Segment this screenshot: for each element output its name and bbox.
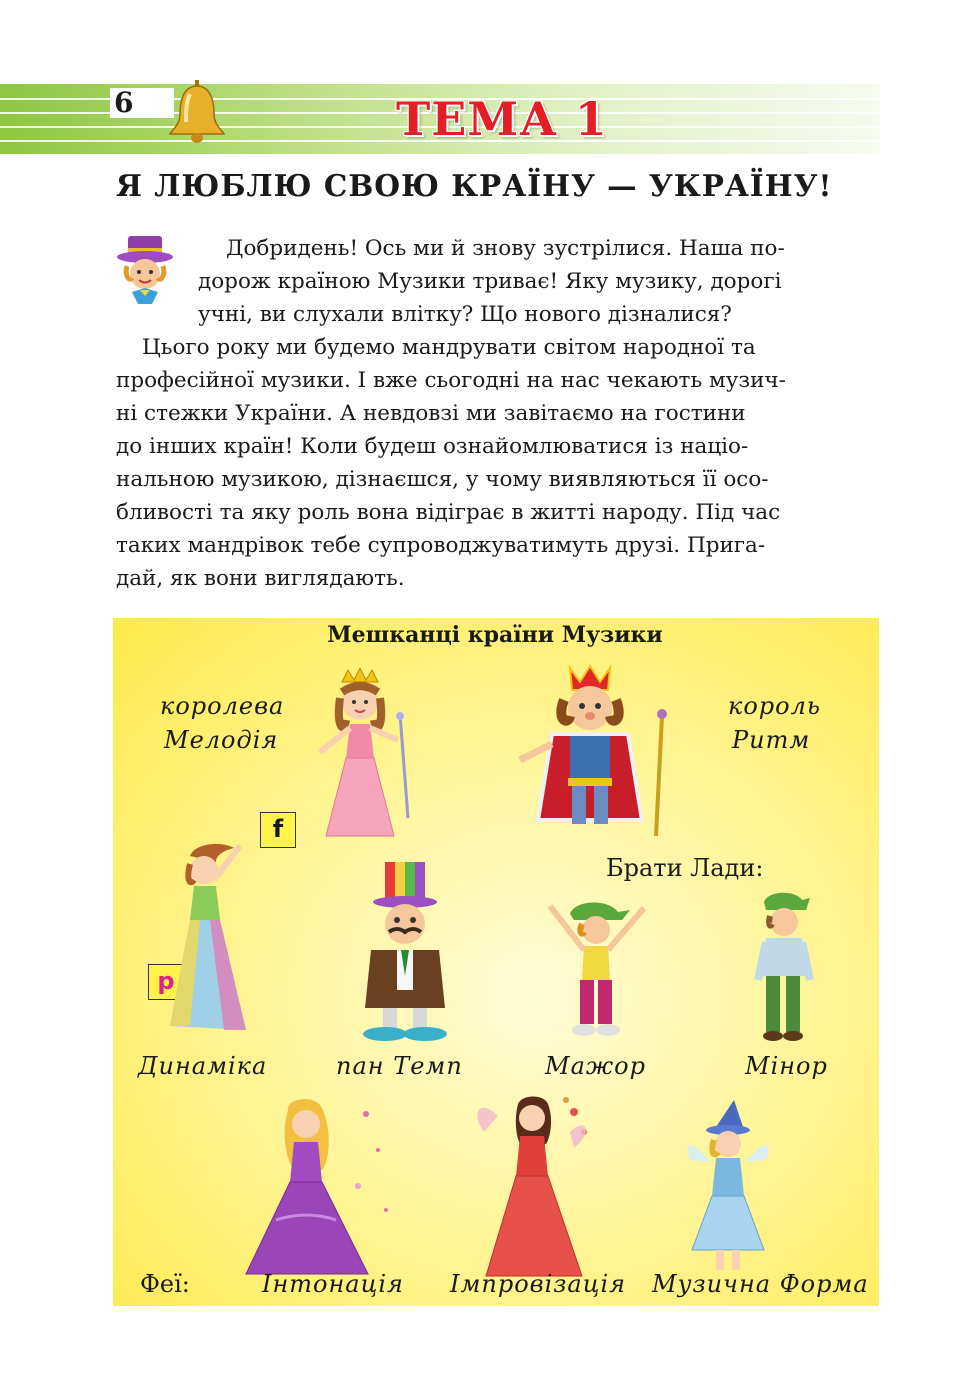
fairies-label: Феї: xyxy=(140,1270,190,1298)
intonation-caption: Інтонація xyxy=(262,1270,404,1298)
improvisation-fairy-figure xyxy=(470,1092,600,1282)
intro-line: дорож країною Музики триває! Яку музику, дорогі xyxy=(198,269,782,294)
queen-melody-figure xyxy=(300,668,420,848)
major-figure xyxy=(534,896,654,1046)
king-caption-line1: король xyxy=(728,692,821,720)
king-rhythm-figure xyxy=(512,660,682,840)
lesson-heading: Я ЛЮБЛЮ СВОЮ КРАЇНУ — УКРАЇНУ! xyxy=(116,168,833,203)
musical-form-fairy-figure xyxy=(680,1100,780,1280)
piano-badge: p xyxy=(148,964,184,1000)
intonation-fairy-figure xyxy=(236,1090,396,1280)
minor-figure xyxy=(748,888,818,1048)
topic-title: ТЕМА 1 xyxy=(396,92,608,146)
dynamics-caption: Динаміка xyxy=(138,1052,268,1080)
intro-line: до інших країн! Коли будеш ознайомлюватися із націо- xyxy=(116,434,749,459)
panel-title: Мешканці країни Музики xyxy=(327,622,663,648)
intro-line: професійної музики. І вже сьогодні на нас чекають музич- xyxy=(116,368,786,393)
intro-line: бливості та яку роль вона відіграє в житті народу. Під час xyxy=(116,500,781,525)
page-number: 6 xyxy=(110,88,174,118)
intro-line: Добридень! Ось ми й знову зустрілися. Наша по- xyxy=(226,236,785,261)
intro-line: учні, ви слухали влітку? Що нового дізналися? xyxy=(198,302,732,327)
tempo-caption: пан Темп xyxy=(336,1052,463,1080)
intro-line: таких мандрівок тебе супроводжуватимуть друзі. Прига- xyxy=(116,533,766,558)
intro-line: Цього року ми будемо мандрувати світом народної та xyxy=(142,335,756,360)
improvisation-caption: Імпровізація xyxy=(450,1270,627,1298)
king-caption-line2: Ритм xyxy=(732,726,811,754)
queen-caption-line2: Мелодія xyxy=(164,726,279,754)
intro-line: дай, як вони виглядають. xyxy=(116,566,405,591)
dynamics-figure xyxy=(160,840,260,1040)
bell-icon xyxy=(162,78,232,148)
musical-form-caption: Музична Форма xyxy=(652,1270,869,1298)
minor-caption: Мінор xyxy=(745,1052,828,1080)
forte-badge: f xyxy=(260,812,296,848)
queen-caption-line1: королева xyxy=(160,692,285,720)
intro-line: нальною музикою, дізнаєшся, у чому виявляються її осо- xyxy=(116,467,769,492)
major-caption: Мажор xyxy=(545,1052,646,1080)
mr-tempo-figure xyxy=(345,858,465,1048)
intro-line: ні стежки України. А невдовзі ми завітаємо на гостини xyxy=(116,401,746,426)
intro-text xyxy=(116,232,881,595)
brothers-label: Брати Лади: xyxy=(606,854,764,882)
